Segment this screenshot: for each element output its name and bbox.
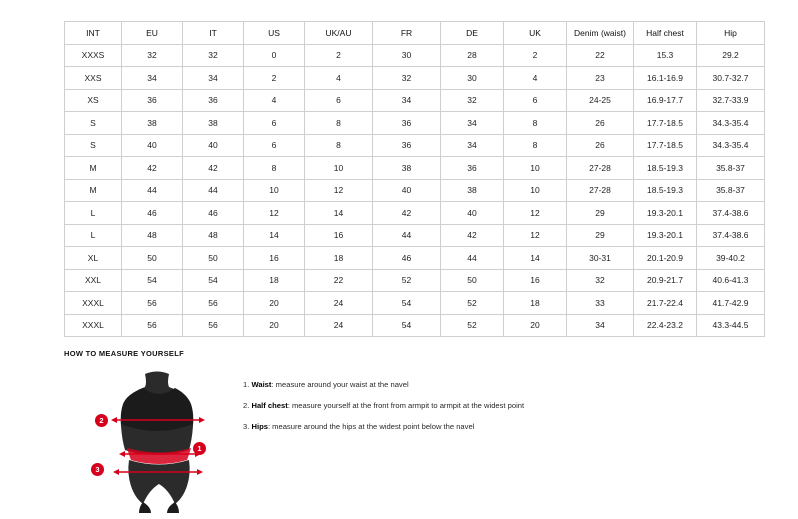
table-cell: 12 — [504, 202, 567, 225]
table-cell: 6 — [504, 89, 567, 112]
table-cell: 10 — [244, 179, 305, 202]
table-cell: 16 — [504, 269, 567, 292]
table-cell: 32 — [441, 89, 504, 112]
table-cell: 2 — [504, 44, 567, 67]
column-header-fr: FR — [373, 22, 441, 45]
measure-step-text: : measure yourself at the front from armpit to armpit at the widest point — [287, 401, 525, 411]
table-cell: 29 — [567, 202, 634, 225]
table-cell: 22 — [567, 44, 634, 67]
table-cell: 16 — [305, 224, 373, 247]
table-cell: 18.5-19.3 — [634, 179, 697, 202]
table-cell: 36 — [183, 89, 244, 112]
table-cell: 8 — [305, 112, 373, 135]
measure-step-text: : measure around your waist at the navel — [271, 380, 409, 389]
table-cell: 38 — [373, 157, 441, 180]
table-cell: 34.3-35.4 — [697, 134, 765, 157]
cell-size-label: XXXL — [65, 314, 122, 337]
table-cell: 18 — [504, 292, 567, 315]
table-cell: 41.7-42.9 — [697, 292, 765, 315]
table-cell: 19.3-20.1 — [634, 224, 697, 247]
cell-size-label: XS — [65, 89, 122, 112]
table-cell: 30 — [373, 44, 441, 67]
table-cell: 6 — [305, 89, 373, 112]
table-cell: 34 — [183, 67, 244, 90]
table-cell: 56 — [183, 292, 244, 315]
table-cell: 36 — [373, 112, 441, 135]
table-cell: 20.9-21.7 — [634, 269, 697, 292]
table-cell: 38 — [122, 112, 183, 135]
table-row — [65, 157, 765, 180]
table-row — [65, 202, 765, 225]
table-cell: 34 — [567, 314, 634, 337]
table-cell: 18 — [305, 247, 373, 270]
how-to-measure-title: HOW TO MEASURE YOURSELF — [64, 349, 184, 358]
column-header-int: INT — [65, 22, 122, 45]
cell-size-label: S — [65, 112, 122, 135]
column-header-half-chest: Half chest — [634, 22, 697, 45]
table-cell: 29 — [567, 224, 634, 247]
column-header-denim-waist: Denim (waist) — [567, 22, 634, 45]
table-cell: 4 — [504, 67, 567, 90]
table-cell: 32 — [122, 44, 183, 67]
table-row — [65, 134, 765, 157]
table-cell: 30 — [441, 67, 504, 90]
table-cell: 40 — [122, 134, 183, 157]
table-cell: 54 — [183, 269, 244, 292]
table-cell: 32 — [183, 44, 244, 67]
table-cell: 10 — [504, 179, 567, 202]
table-header-row — [65, 22, 765, 45]
measure-step-3 — [243, 422, 524, 431]
table-cell: 50 — [183, 247, 244, 270]
measure-step-text: : measure around the hips at the widest point below the navel — [267, 422, 475, 432]
table-cell: 32 — [373, 67, 441, 90]
table-cell: 14 — [504, 247, 567, 270]
cell-size-label: XXXL — [65, 292, 122, 315]
cell-size-label: L — [65, 224, 122, 247]
cell-size-label: S — [65, 134, 122, 157]
table-cell: 30-31 — [567, 247, 634, 270]
table-cell: 48 — [183, 224, 244, 247]
column-header-hip: Hip — [697, 22, 765, 45]
cell-size-label: XXXS — [65, 44, 122, 67]
table-cell: 21.7-22.4 — [634, 292, 697, 315]
table-cell: 16.1-16.9 — [634, 67, 697, 90]
mannequin-figure — [95, 368, 219, 513]
table-row — [65, 44, 765, 67]
table-cell: 12 — [504, 224, 567, 247]
table-cell: 17.7-18.5 — [634, 134, 697, 157]
table-cell: 23 — [567, 67, 634, 90]
table-cell: 40 — [441, 202, 504, 225]
table-cell: 32 — [567, 269, 634, 292]
table-cell: 36 — [122, 89, 183, 112]
table-cell: 42 — [183, 157, 244, 180]
measure-step-number: 2. — [243, 401, 250, 411]
table-cell: 54 — [373, 314, 441, 337]
table-cell: 8 — [504, 112, 567, 135]
table-cell: 44 — [373, 224, 441, 247]
table-cell: 10 — [305, 157, 373, 180]
table-cell: 34.3-35.4 — [697, 112, 765, 135]
table-header — [65, 22, 765, 45]
table-cell: 40 — [183, 134, 244, 157]
table-cell: 38 — [183, 112, 244, 135]
table-cell: 34 — [441, 134, 504, 157]
table-cell: 39-40.2 — [697, 247, 765, 270]
measure-step-term: Waist — [251, 380, 272, 389]
column-header-de: DE — [441, 22, 504, 45]
table-cell: 2 — [305, 44, 373, 67]
table-cell: 48 — [122, 224, 183, 247]
table-cell: 42 — [122, 157, 183, 180]
table-row — [65, 89, 765, 112]
column-header-uk: UK — [504, 22, 567, 45]
table-cell: 40 — [373, 179, 441, 202]
table-cell: 56 — [122, 314, 183, 337]
table-row — [65, 179, 765, 202]
table-cell: 19.3-20.1 — [634, 202, 697, 225]
table-cell: 10 — [504, 157, 567, 180]
table-cell: 4 — [244, 89, 305, 112]
measure-step-2 — [243, 401, 524, 410]
cell-size-label: M — [65, 157, 122, 180]
table-cell: 34 — [122, 67, 183, 90]
table-cell: 44 — [441, 247, 504, 270]
how-to-measure-body — [64, 368, 734, 513]
table-cell: 52 — [441, 292, 504, 315]
table-row — [65, 314, 765, 337]
table-cell: 42 — [441, 224, 504, 247]
table-cell: 42 — [373, 202, 441, 225]
table-cell: 52 — [373, 269, 441, 292]
table-cell: 8 — [504, 134, 567, 157]
table-row — [65, 247, 765, 270]
measure-step-term: Hips — [251, 422, 268, 432]
table-row — [65, 67, 765, 90]
column-header-eu: EU — [122, 22, 183, 45]
table-cell: 14 — [305, 202, 373, 225]
table-cell: 12 — [244, 202, 305, 225]
cell-size-label: M — [65, 179, 122, 202]
table-cell: 22.4-23.2 — [634, 314, 697, 337]
table-cell: 56 — [183, 314, 244, 337]
table-cell: 12 — [305, 179, 373, 202]
cell-size-label: XXL — [65, 269, 122, 292]
table-cell: 54 — [373, 292, 441, 315]
table-cell: 50 — [122, 247, 183, 270]
table-cell: 20.1-20.9 — [634, 247, 697, 270]
bullet-marker-3: 3 — [91, 463, 104, 476]
table-cell: 52 — [441, 314, 504, 337]
table-cell: 50 — [441, 269, 504, 292]
table-cell: 30.7-32.7 — [697, 67, 765, 90]
table-cell: 46 — [122, 202, 183, 225]
table-cell: 32.7-33.9 — [697, 89, 765, 112]
table-cell: 35.8-37 — [697, 179, 765, 202]
table-cell: 44 — [122, 179, 183, 202]
measure-step-1 — [243, 380, 524, 389]
mannequin-illustration — [99, 368, 219, 513]
size-chart-container — [64, 21, 749, 337]
bullet-marker-2: 2 — [95, 414, 108, 427]
table-cell: 36 — [373, 134, 441, 157]
table-cell: 8 — [244, 157, 305, 180]
table-cell: 40.6-41.3 — [697, 269, 765, 292]
table-cell: 15.3 — [634, 44, 697, 67]
cell-size-label: XXS — [65, 67, 122, 90]
table-cell: 28 — [441, 44, 504, 67]
cell-size-label: XL — [65, 247, 122, 270]
table-cell: 46 — [373, 247, 441, 270]
table-cell: 56 — [122, 292, 183, 315]
table-cell: 34 — [373, 89, 441, 112]
table-cell: 16 — [244, 247, 305, 270]
table-cell: 46 — [183, 202, 244, 225]
table-cell: 8 — [305, 134, 373, 157]
table-cell: 38 — [441, 179, 504, 202]
table-cell: 14 — [244, 224, 305, 247]
table-cell: 24 — [305, 314, 373, 337]
cell-size-label: L — [65, 202, 122, 225]
measure-step-term: Half chest — [251, 401, 288, 411]
table-cell: 44 — [183, 179, 244, 202]
table-cell: 33 — [567, 292, 634, 315]
table-cell: 36 — [441, 157, 504, 180]
size-chart-table — [64, 21, 765, 337]
table-cell: 18 — [244, 269, 305, 292]
table-cell: 4 — [305, 67, 373, 90]
table-cell: 20 — [244, 292, 305, 315]
measure-step-number: 3. — [243, 422, 250, 432]
table-cell: 24 — [305, 292, 373, 315]
table-cell: 35.8-37 — [697, 157, 765, 180]
table-row — [65, 224, 765, 247]
table-cell: 27-28 — [567, 179, 634, 202]
table-cell: 20 — [504, 314, 567, 337]
table-cell: 17.7-18.5 — [634, 112, 697, 135]
table-cell: 37.4-38.6 — [697, 202, 765, 225]
bullet-marker-1: 1 — [193, 442, 206, 455]
table-row — [65, 112, 765, 135]
table-cell: 43.3-44.5 — [697, 314, 765, 337]
table-cell: 16.9-17.7 — [634, 89, 697, 112]
table-cell: 20 — [244, 314, 305, 337]
how-to-measure-section — [64, 349, 734, 513]
table-cell: 34 — [441, 112, 504, 135]
table-cell: 29.2 — [697, 44, 765, 67]
table-cell: 18.5-19.3 — [634, 157, 697, 180]
column-header-uk-au: UK/AU — [305, 22, 373, 45]
table-row — [65, 292, 765, 315]
measure-steps-list — [243, 368, 524, 443]
table-cell: 26 — [567, 112, 634, 135]
table-cell: 0 — [244, 44, 305, 67]
table-cell: 54 — [122, 269, 183, 292]
table-cell: 6 — [244, 112, 305, 135]
table-cell: 24-25 — [567, 89, 634, 112]
table-row — [65, 269, 765, 292]
table-cell: 26 — [567, 134, 634, 157]
column-header-us: US — [244, 22, 305, 45]
table-cell: 27-28 — [567, 157, 634, 180]
table-cell: 22 — [305, 269, 373, 292]
measure-step-number: 1. — [243, 380, 250, 389]
table-cell: 6 — [244, 134, 305, 157]
table-body — [65, 44, 765, 337]
column-header-it: IT — [183, 22, 244, 45]
table-cell: 2 — [244, 67, 305, 90]
table-cell: 37.4-38.6 — [697, 224, 765, 247]
